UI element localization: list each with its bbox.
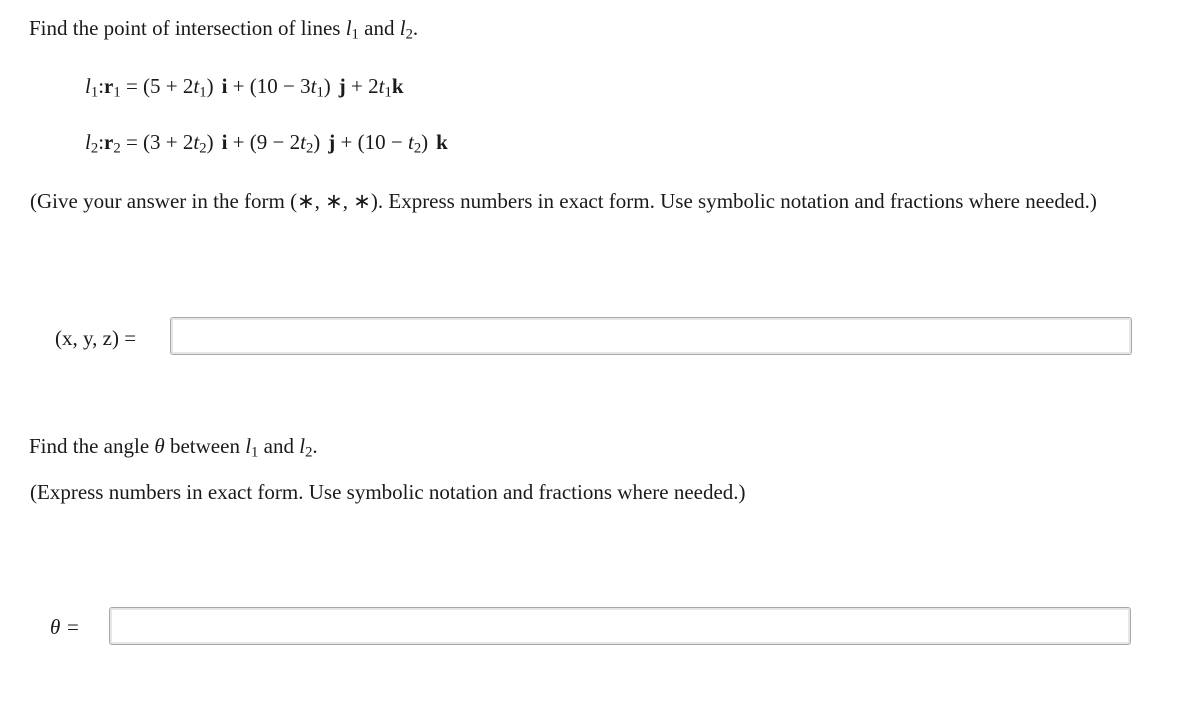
line-2-equation: $l_2:r_2 = (3 + 2t_2) i + (9 - 2t_2) j + (10 - t_2)$ k (85, 130, 448, 157)
line-1-equation: $l_1:r_1 = (5 + 2t_1) i + (10 - 3t_1) j + 2t_1k$ (85, 74, 404, 101)
question-1-prompt: Find the point of intersection of lines $l_1$ and $l_2$. (29, 16, 419, 43)
angle-answer-input[interactable] (110, 608, 1130, 644)
question-2-prompt: Find the angle θ between $l_1$ and $l_2$. (29, 434, 318, 461)
point-answer-input[interactable] (171, 318, 1131, 354)
answer-format-note: (Give your answer in the form (∗, ∗, ∗). Express numbers in exact form. Use symbolic notation and fractions where needed.) (30, 189, 1097, 213)
angle-answer-label: θ = (50, 615, 80, 639)
point-answer-label: (x, y, z) = (55, 326, 137, 350)
point-answer-box[interactable] (170, 317, 1132, 355)
angle-format-note: (Express numbers in exact form. Use symbolic notation and fractions where needed.) (30, 480, 746, 504)
angle-answer-box[interactable] (109, 607, 1131, 645)
